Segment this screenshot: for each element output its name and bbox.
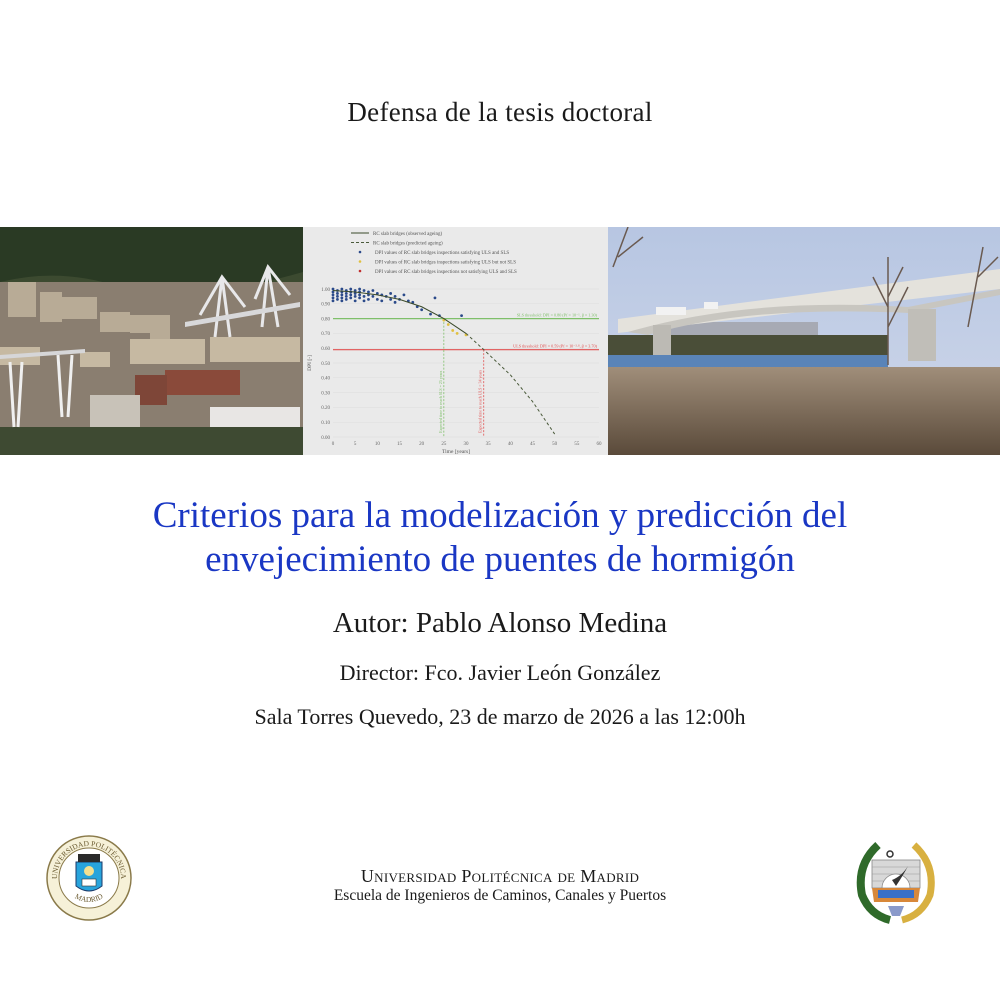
svg-text:SLS threshold: DPI = 0.80 (Pf: SLS threshold: DPI = 0.80 (Pf = 10⁻¹, β = 1.30)	[516, 312, 597, 318]
dpi-ageing-chart	[303, 227, 608, 455]
director-label: Director:	[339, 660, 420, 685]
svg-text:0.80: 0.80	[321, 317, 330, 323]
svg-text:0: 0	[331, 442, 335, 447]
svg-text:Expected time to reach SLS = 2: Expected time to reach SLS = 25 years	[437, 370, 443, 433]
svg-text:Expected time to reach ULS = 3: Expected time to reach ULS = 34 years	[477, 369, 483, 433]
svg-text:25: 25	[441, 442, 447, 447]
thesis-title-line-1: Criterios para la modelización y predicción del	[152, 495, 848, 536]
svg-text:DPI [-]: DPI [-]	[307, 355, 313, 371]
thesis-title	[0, 494, 1000, 582]
photo-collapsed-bridge	[0, 227, 303, 455]
svg-text:DPI values of RC slab bridges: DPI values of RC slab bridges inspections satisfying ULS and SLS	[375, 251, 510, 256]
svg-text:0.60: 0.60	[321, 347, 330, 352]
svg-text:20: 20	[419, 442, 425, 447]
university-name: Universidad Politécnica de Madrid	[360, 866, 640, 886]
svg-text:15: 15	[397, 442, 402, 447]
svg-text:45: 45	[530, 442, 535, 447]
director-name: Fco. Javier León González	[424, 660, 661, 685]
school-name: Escuela de Ingenieros de Caminos, Canales y Puertos	[333, 887, 667, 904]
svg-text:DPI values of RC slab bridges: DPI values of RC slab bridges inspections not satisfying ULS and SLS	[375, 270, 517, 275]
svg-text:RC slab bridges (observed agei: RC slab bridges (observed ageing)	[373, 232, 443, 237]
svg-text:0.10: 0.10	[321, 421, 330, 426]
venue-date-time: Sala Torres Quevedo, 23 de marzo de 2026 a las 12:00h	[254, 704, 746, 729]
school-crest-icon	[848, 830, 944, 926]
thesis-title-line-2: envejecimiento de puentes de hormigón	[205, 539, 795, 580]
svg-text:0.50: 0.50	[321, 361, 330, 367]
author-label: Autor:	[332, 607, 409, 639]
author-name: Pablo Alonso Medina	[415, 607, 668, 639]
svg-text:1.00: 1.00	[321, 287, 330, 293]
author-line	[0, 607, 1000, 640]
event-subtitle: Defensa de la tesis doctoral	[347, 97, 653, 127]
svg-text:30: 30	[463, 442, 469, 447]
svg-text:40: 40	[507, 442, 513, 447]
svg-text:0.30: 0.30	[321, 391, 330, 397]
svg-text:UNIVERSIDAD POLITÉCNICA: UNIVERSIDAD POLITÉCNICA	[49, 838, 129, 880]
svg-text:50: 50	[552, 442, 558, 447]
svg-text:Time [years]: Time [years]	[441, 449, 471, 455]
photo-concrete-bridge	[608, 227, 1000, 455]
director-line	[0, 660, 1000, 686]
svg-text:0.70: 0.70	[321, 332, 330, 338]
svg-text:0.00: 0.00	[321, 435, 330, 441]
svg-text:0.20: 0.20	[321, 406, 330, 412]
svg-text:60: 60	[596, 442, 602, 447]
svg-text:DPI values of RC slab bridges: DPI values of RC slab bridges inspections satisfying ULS but not SLS	[375, 260, 516, 266]
svg-text:RC slab bridges (predicted age: RC slab bridges (predicted ageing)	[373, 241, 443, 247]
image-strip	[0, 227, 1000, 455]
svg-text:5: 5	[353, 442, 357, 447]
svg-text:0.90: 0.90	[321, 302, 330, 308]
svg-text:35: 35	[485, 442, 491, 447]
svg-text:10: 10	[374, 442, 380, 447]
svg-text:MADRID: MADRID	[73, 891, 105, 905]
svg-text:55: 55	[574, 442, 580, 447]
svg-text:0.40: 0.40	[321, 376, 330, 382]
svg-text:ULS threshold: DPI = 0.59 (Pf: ULS threshold: DPI = 0.59 (Pf = 10⁻³·⁸, β = 3.70)	[513, 343, 597, 349]
